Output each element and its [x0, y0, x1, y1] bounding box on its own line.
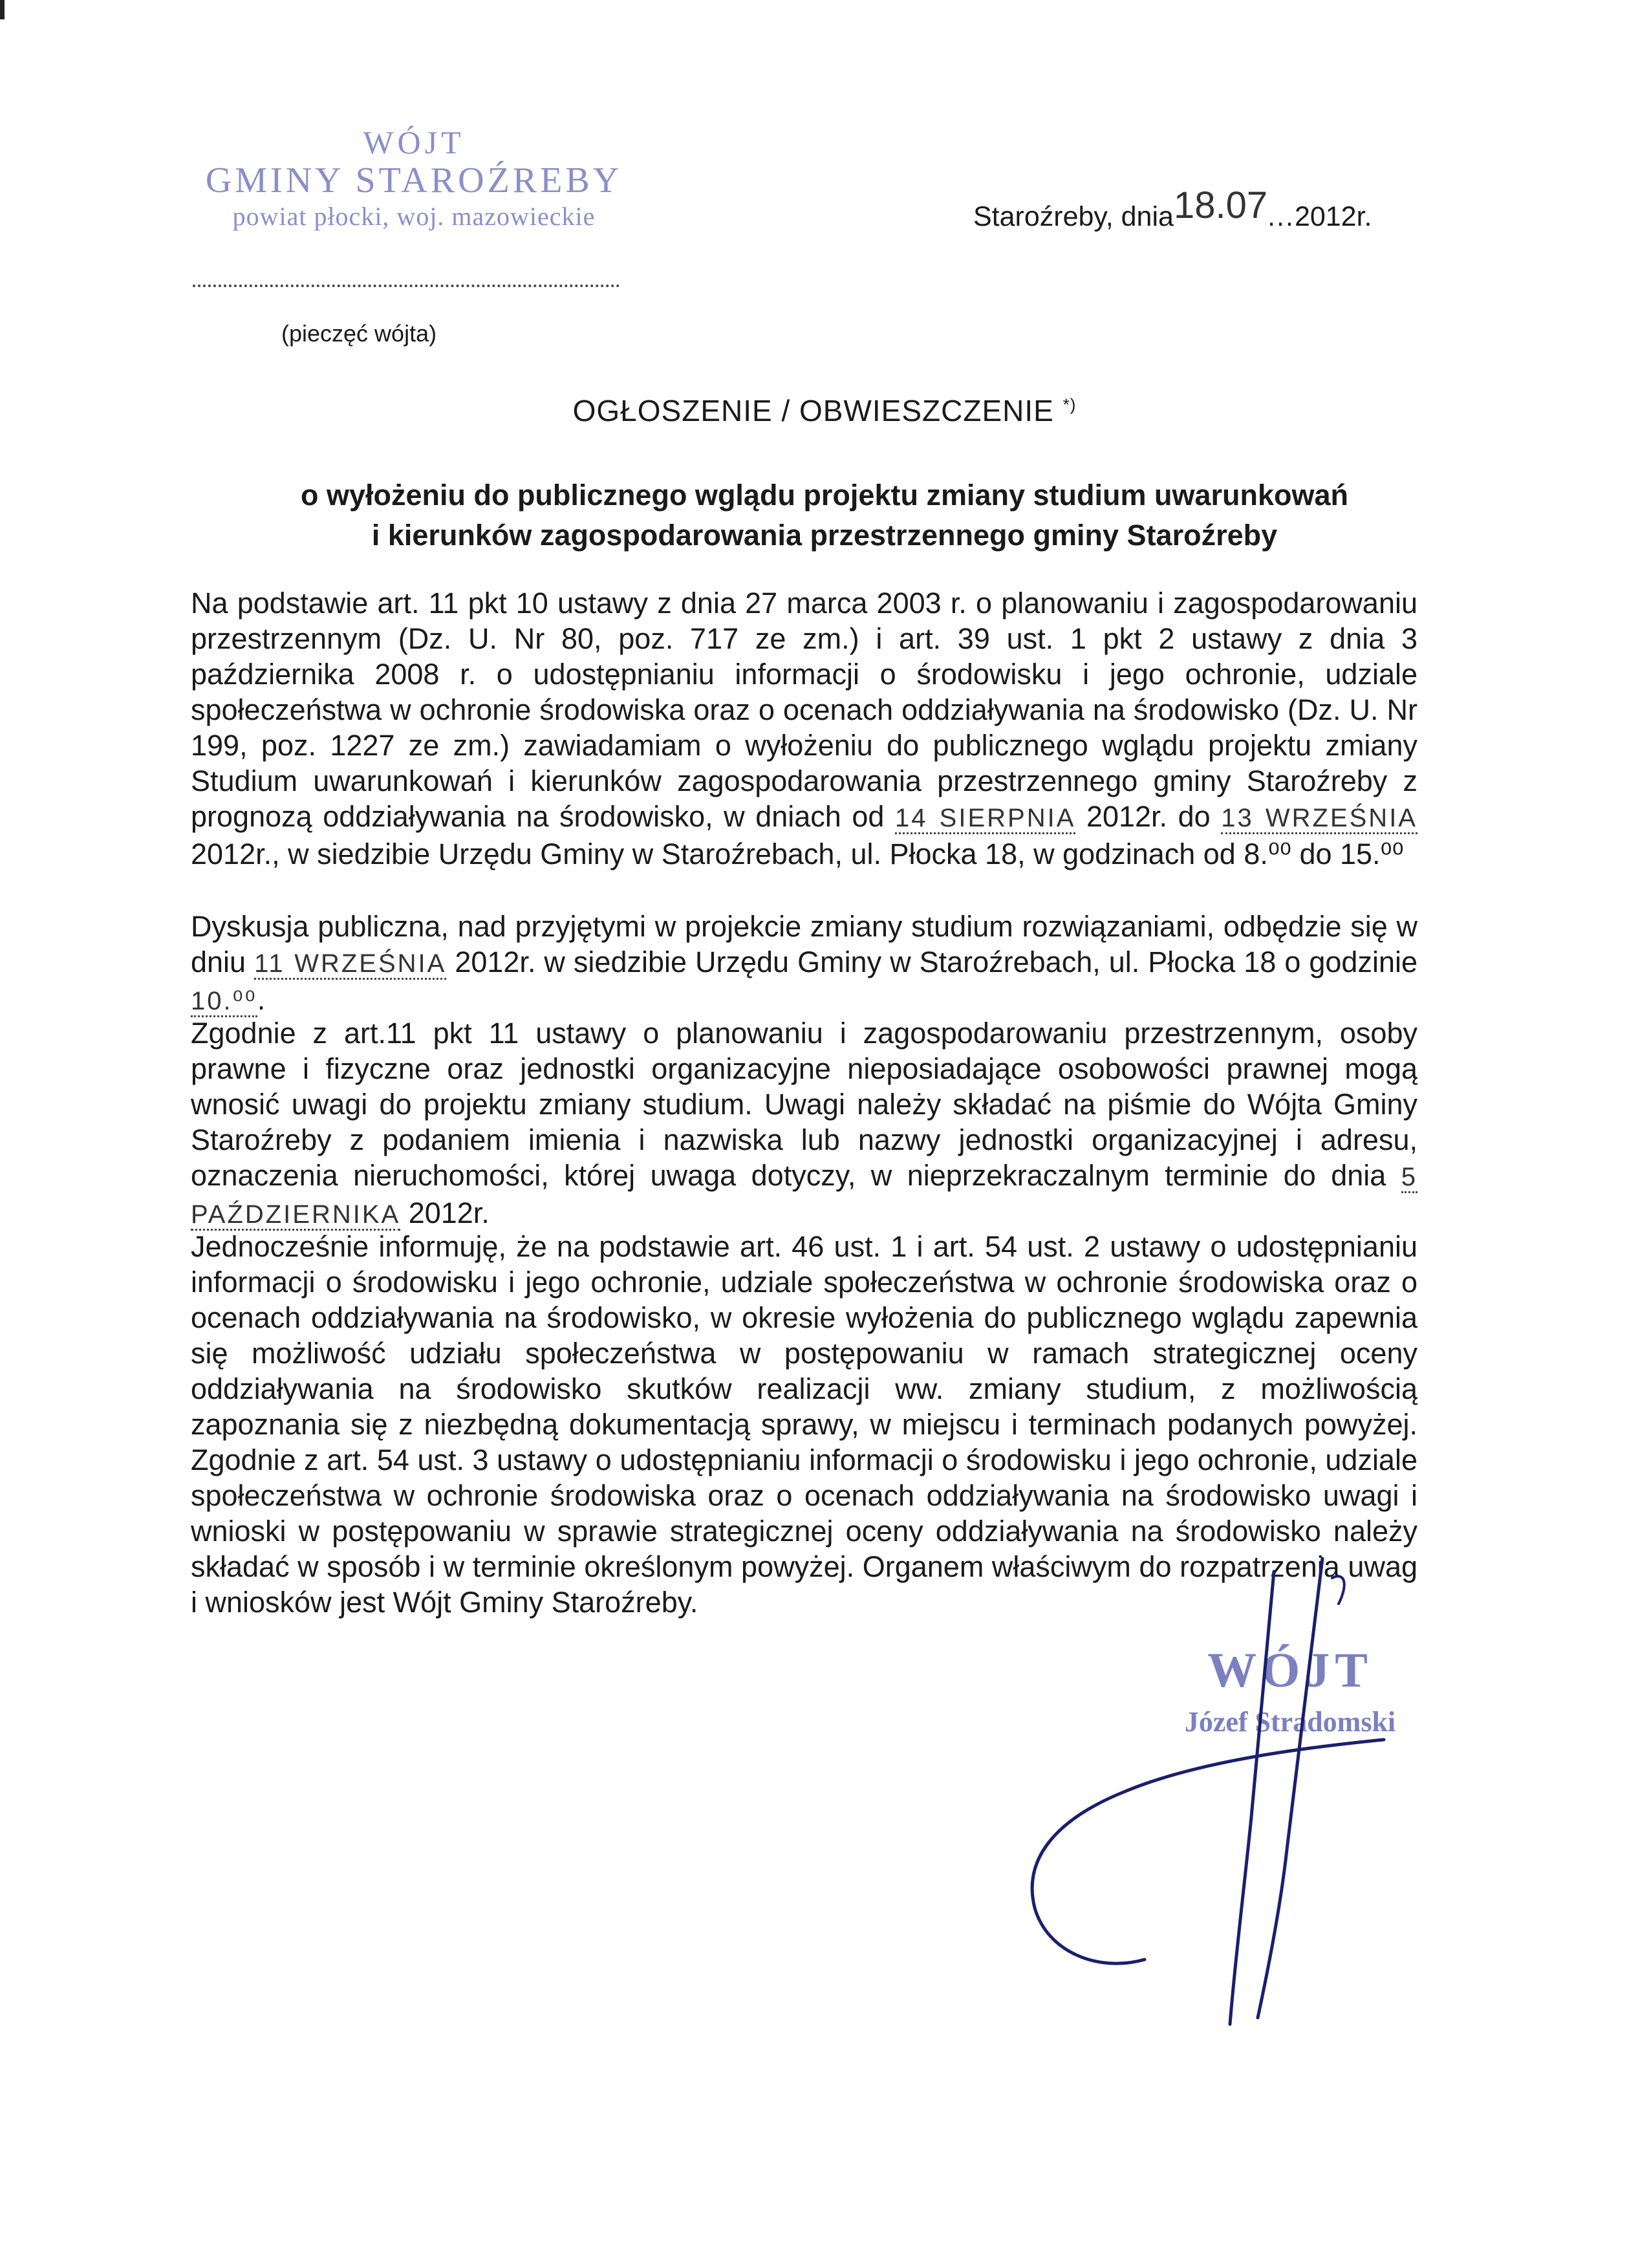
- subtitle-line-1: o wyłożeniu do publicznego wglądu projektu zmiany studium uwarunkowań: [300, 479, 1349, 512]
- title-footnote: *): [1062, 394, 1077, 415]
- paragraph-public-discussion: [191, 909, 1417, 1019]
- handwritten-discussion-date: 11 WRZEŚNIA: [254, 949, 446, 980]
- document-subtitle: [0, 475, 1649, 556]
- place-date-prefix: Staroźreby, dnia: [973, 201, 1174, 232]
- handwritten-deadline: 5 PAŹDZIERNIKA: [191, 1163, 1417, 1231]
- document-title: [0, 393, 1649, 428]
- handwritten-from-date: 14 SIERPNIA: [895, 804, 1075, 834]
- p1-tail: 2012r., w siedzibie Urzędu Gminy w Staroźrebach, ul. Płocka 18, w godzinach od 8.⁰⁰ do 15.⁰⁰: [191, 837, 1404, 870]
- signature-title: WÓJT: [1207, 1643, 1373, 1698]
- subtitle-line-2: i kierunków zagospodarowania przestrzennego gminy Staroźreby: [371, 519, 1278, 552]
- stamp-line-1: WÓJT: [363, 124, 465, 160]
- handwritten-to-date: 13 WRZEŚNIA: [1221, 804, 1417, 834]
- handwritten-date: 18.07: [1173, 184, 1268, 226]
- signature-name: Józef Stradomski: [1184, 1706, 1396, 1738]
- p1-mid: 2012r. do: [1086, 800, 1211, 833]
- date-dots: ...: [1267, 201, 1295, 232]
- seal-caption: (pieczęć wójta): [281, 320, 437, 347]
- stamp-line-3: powiat płocki, woj. mazowieckie: [232, 202, 596, 231]
- scan-edge-mark: [0, 0, 5, 19]
- seal-dotted-line: [193, 285, 620, 287]
- p3-text: Zgodnie z art.11 pkt 11 ustawy o planowaniu i zagospodarowaniu przestrzennym, osoby prawne i fizyczne oraz jednostki organizacyjne nieposiadające osobowości prawnej mogą wnosić uwagi do projektu zmiany studium. Uwagi należy składać na piśmie do Wójta Gminy Staroźreby z podaniem imienia i nazwiska lub nazwy jednostki organizacyjnej i adresu, oznaczenia nieruchomości, której uwaga dotyczy, w nieprzekraczalnym terminie do dnia: [191, 1017, 1417, 1192]
- handwritten-signature: [996, 1546, 1410, 2037]
- p1-text: Na podstawie art. 11 pkt 10 ustawy z dnia 27 marca 2003 r. o planowaniu i zagospodarowaniu przestrzennym (Dz. U. Nr 80, poz. 717 ze zm.) i art. 39 ust. 1 pkt 2 ustawy z dnia 3 października 2008 r. o udostępnianiu informacji o środowisku i jego ochronie, udziale społeczeństwa w ochronie środowiska oraz o ocenach oddziaływania na środowisko (Dz. U. Nr 199, poz. 1227 ze zm.) zawiadamiam o wyłożeniu do publicznego wglądu projektu zmiany Studium uwarunkowań i kierunków zagospodarowania przestrzennego gminy Staroźreby z prognozą oddziaływania na środowisko, w dniach od: [191, 587, 1417, 833]
- p2-mid: 2012r. w siedzibie Urzędu Gminy w Staroźrebach, ul. Płocka 18 o godzinie: [455, 945, 1417, 978]
- title-text: OGŁOSZENIE / OBWIESZCZENIE: [572, 394, 1054, 427]
- paragraph-participation: Jednocześnie informuję, że na podstawie art. 46 ust. 1 i art. 54 ust. 2 ustawy o udostępnianiu informacji o środowisku i jego ochronie, udziale społeczeństwa w ochronie środowiska oraz o ocenach oddziaływania na środowisko, w okresie wyłożenia do publicznego wglądu zapewnia się możliwość udziału społeczeństwa w postępowaniu w ramach strategicznej oceny oddziaływania na środowisko skutków realizacji ww. zmiany studium, z możliwością zapoznania się z niezbędną dokumentacją sprawy, w miejscu i terminach podanych powyżej. Zgodnie z art. 54 ust. 3 ustawy o udostępnianiu informacji o środowisku i jego ochronie, udziale społeczeństwa w ochronie środowiska oraz o ocenach oddziaływania na środowisko uwagi i wnioski w postępowaniu w sprawie strategicznej oceny oddziaływania na środowisko należy składać w sposób i w terminie określonym powyżej. Organem właściwym do rozpatrzenia uwag i wniosków jest Wójt Gminy Staroźreby.: [191, 1230, 1417, 1619]
- p2-text: Dyskusja publiczna, nad przyjętymi w projekcie zmiany studium rozwiązaniami, odbędzie się w dniu: [191, 910, 1417, 978]
- p3-tail: 2012r.: [408, 1196, 490, 1229]
- p2-tail: .: [257, 983, 266, 1016]
- stamp-line-2: GMINY STAROŹREBY: [205, 160, 623, 200]
- handwritten-hour: 10.⁰⁰: [191, 987, 257, 1017]
- place-date: [973, 184, 1372, 235]
- paragraph-legal-basis: [191, 585, 1417, 872]
- office-stamp: [175, 126, 653, 230]
- paragraph-remarks: [191, 1015, 1417, 1233]
- place-date-suffix: 2012r.: [1294, 201, 1372, 232]
